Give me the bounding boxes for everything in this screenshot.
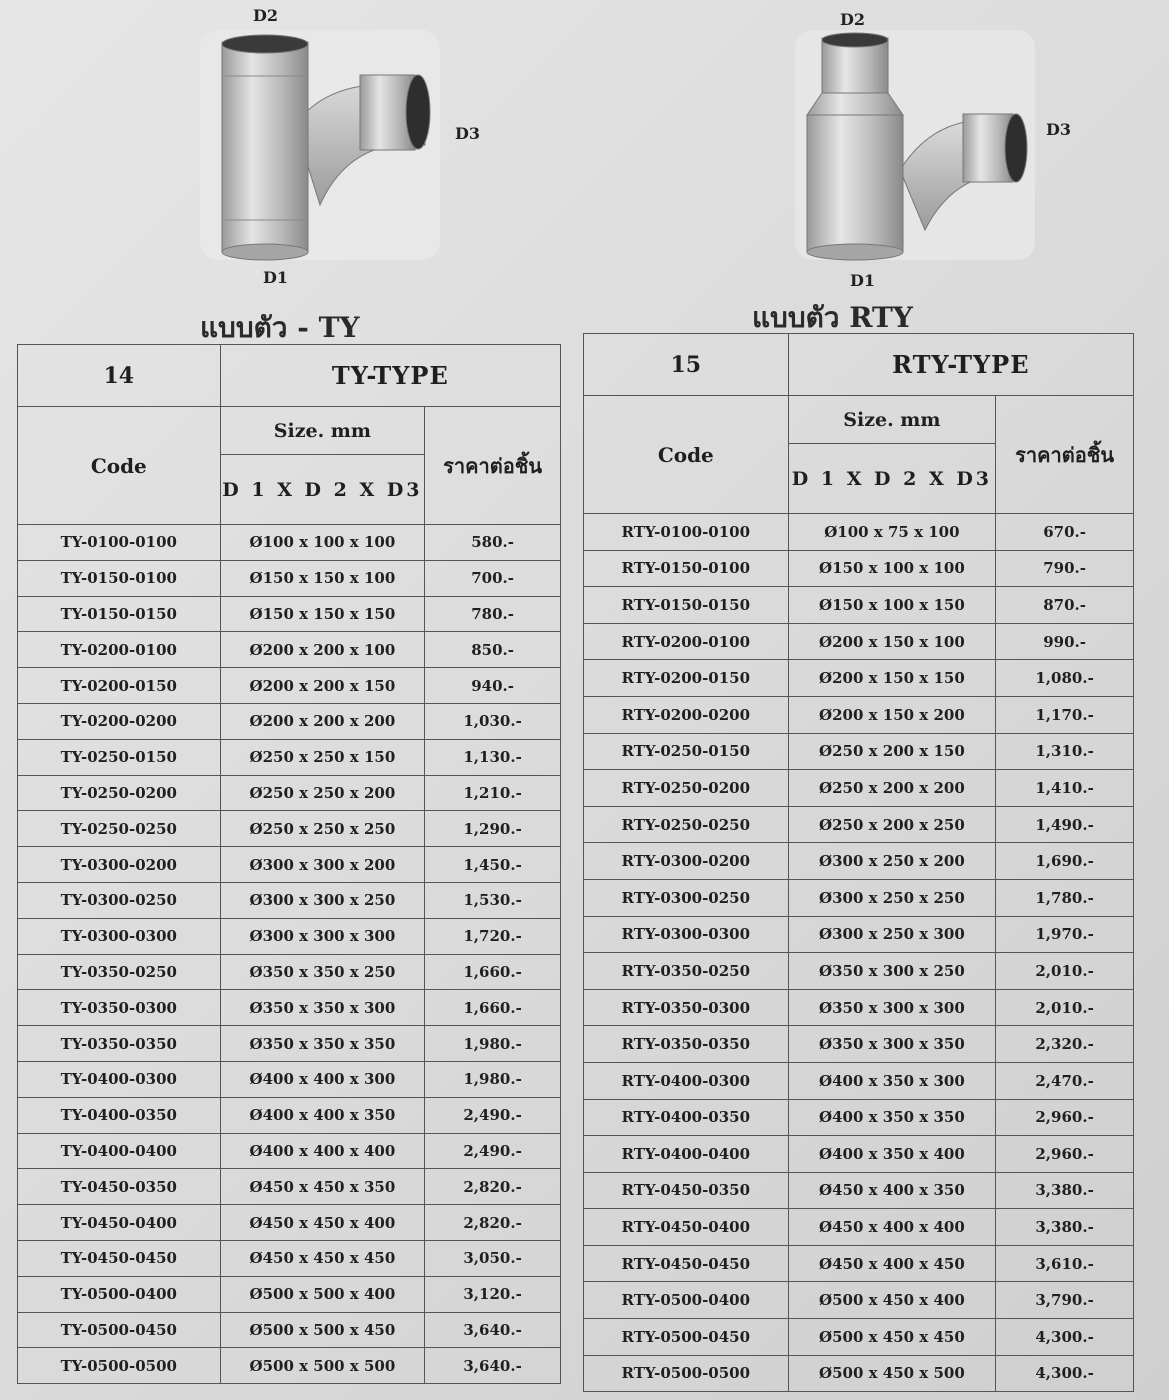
rty-size-cell: Ø200 x 150 x 200 [788, 696, 996, 733]
ty-code-cell: TY-0300-0300 [18, 918, 221, 954]
rty-price-cell: 3,380.- [996, 1172, 1134, 1209]
ty-price-cell: 1,530.- [425, 882, 561, 918]
ty-price-cell: 2,490.- [425, 1133, 561, 1169]
rty-table-row [584, 660, 1134, 697]
rty-price-table [583, 333, 1134, 1392]
ty-table-type: TY-TYPE [220, 345, 560, 407]
ty-code-cell: TY-0500-0500 [18, 1348, 221, 1384]
rty-code-cell: RTY-0500-0500 [584, 1355, 789, 1392]
ty-price-table [17, 344, 561, 1384]
ty-code-cell: TY-0300-0200 [18, 847, 221, 883]
rty-price-cell: 2,960.- [996, 1136, 1134, 1173]
rty-price-cell: 1,690.- [996, 843, 1134, 880]
ty-fitting-photo [200, 30, 450, 270]
rty-code-cell: RTY-0150-0150 [584, 587, 789, 624]
rty-code-header: Code [584, 396, 789, 514]
ty-table-number: 14 [18, 345, 221, 407]
rty-code-cell: RTY-0350-0300 [584, 989, 789, 1026]
rty-table-row [584, 879, 1134, 916]
rty-table-body [584, 514, 1134, 1392]
rty-table-row [584, 953, 1134, 990]
rty-price-cell: 2,320.- [996, 1026, 1134, 1063]
rty-size-cell: Ø200 x 150 x 150 [788, 660, 996, 697]
rty-size-cell: Ø150 x 100 x 100 [788, 550, 996, 587]
ty-code-cell: TY-0350-0250 [18, 954, 221, 990]
ty-table-row [18, 560, 561, 596]
ty-price-cell: 580.- [425, 525, 561, 561]
rty-size-cell: Ø250 x 200 x 250 [788, 806, 996, 843]
rty-price-cell: 2,470.- [996, 1062, 1134, 1099]
ty-code-cell: TY-0350-0300 [18, 990, 221, 1026]
ty-size-cell: Ø250 x 250 x 200 [220, 775, 425, 811]
ty-size-cell: Ø350 x 350 x 350 [220, 1026, 425, 1062]
rty-size-cell: Ø250 x 200 x 200 [788, 770, 996, 807]
ty-table-row [18, 1348, 561, 1384]
rty-size-cell: Ø400 x 350 x 400 [788, 1136, 996, 1173]
ty-size-cell: Ø150 x 150 x 150 [220, 596, 425, 632]
ty-table-row [18, 1276, 561, 1312]
rty-code-cell: RTY-0350-0250 [584, 953, 789, 990]
rty-size-cell: Ø300 x 250 x 200 [788, 843, 996, 880]
rty-table-row [584, 1245, 1134, 1282]
rty-table-row [584, 696, 1134, 733]
rty-price-cell: 670.- [996, 514, 1134, 551]
ty-price-cell: 1,660.- [425, 990, 561, 1026]
rty-d3-label: D3 [1046, 120, 1072, 139]
rty-d1-label: D1 [850, 271, 876, 290]
ty-code-header: Code [18, 407, 221, 525]
rty-table-row [584, 1136, 1134, 1173]
ty-code-cell: TY-0150-0150 [18, 596, 221, 632]
ty-price-cell: 940.- [425, 668, 561, 704]
rty-size-cell: Ø500 x 450 x 400 [788, 1282, 996, 1319]
ty-code-cell: TY-0100-0100 [18, 525, 221, 561]
rty-code-cell: RTY-0350-0350 [584, 1026, 789, 1063]
rty-price-cell: 2,960.- [996, 1099, 1134, 1136]
ty-table-row [18, 847, 561, 883]
ty-size-cell: Ø300 x 300 x 250 [220, 882, 425, 918]
ty-size-cell: Ø200 x 200 x 150 [220, 668, 425, 704]
ty-price-cell: 1,210.- [425, 775, 561, 811]
rty-table-row [584, 770, 1134, 807]
rty-code-cell: RTY-0200-0150 [584, 660, 789, 697]
rty-code-cell: RTY-0250-0250 [584, 806, 789, 843]
ty-size-cell: Ø350 x 350 x 250 [220, 954, 425, 990]
ty-table-row [18, 775, 561, 811]
rty-table-row [584, 843, 1134, 880]
rty-code-cell: RTY-0100-0100 [584, 514, 789, 551]
rty-table-row [584, 1319, 1134, 1356]
ty-code-cell: TY-0300-0250 [18, 882, 221, 918]
ty-table-row [18, 1061, 561, 1097]
ty-price-cell: 3,050.- [425, 1240, 561, 1276]
ty-table-row [18, 596, 561, 632]
rty-price-cell: 2,010.- [996, 953, 1134, 990]
ty-price-cell: 1,720.- [425, 918, 561, 954]
ty-table-row [18, 739, 561, 775]
rty-size-cell: Ø450 x 400 x 450 [788, 1245, 996, 1282]
ty-price-cell: 1,290.- [425, 811, 561, 847]
rty-table-number: 15 [584, 334, 789, 396]
rty-size-cell: Ø400 x 350 x 350 [788, 1099, 996, 1136]
ty-price-cell: 1,450.- [425, 847, 561, 883]
rty-fitting-photo [795, 30, 1045, 270]
ty-code-cell: TY-0200-0100 [18, 632, 221, 668]
rty-table-row [584, 623, 1134, 660]
rty-table-row [584, 1355, 1134, 1392]
ty-d1-label: D1 [263, 268, 289, 287]
ty-code-cell: TY-0400-0350 [18, 1097, 221, 1133]
ty-table-row [18, 1026, 561, 1062]
rty-code-cell: RTY-0300-0250 [584, 879, 789, 916]
ty-table-row [18, 668, 561, 704]
rty-table-row [584, 514, 1134, 551]
ty-size-cell: Ø500 x 500 x 500 [220, 1348, 425, 1384]
rty-price-cell: 790.- [996, 550, 1134, 587]
rty-price-header: ราคาต่อชิ้น [996, 396, 1134, 514]
rty-size-cell: Ø350 x 300 x 250 [788, 953, 996, 990]
ty-size-cell: Ø350 x 350 x 300 [220, 990, 425, 1026]
rty-price-cell: 3,610.- [996, 1245, 1134, 1282]
ty-d3-label: D3 [455, 124, 481, 143]
ty-table-row [18, 1205, 561, 1241]
rty-dims-header: D 1 X D 2 X D3 [788, 444, 996, 514]
ty-size-cell: Ø450 x 450 x 400 [220, 1205, 425, 1241]
rty-size-cell: Ø300 x 250 x 300 [788, 916, 996, 953]
rty-code-cell: RTY-0200-0100 [584, 623, 789, 660]
ty-code-cell: TY-0400-0300 [18, 1061, 221, 1097]
rty-table-row [584, 1062, 1134, 1099]
rty-size-cell: Ø150 x 100 x 150 [788, 587, 996, 624]
ty-size-cell: Ø250 x 250 x 250 [220, 811, 425, 847]
ty-table-row [18, 1133, 561, 1169]
ty-code-cell: TY-0400-0400 [18, 1133, 221, 1169]
ty-code-cell: TY-0250-0200 [18, 775, 221, 811]
ty-code-cell: TY-0350-0350 [18, 1026, 221, 1062]
ty-code-cell: TY-0250-0250 [18, 811, 221, 847]
ty-code-cell: TY-0150-0100 [18, 560, 221, 596]
ty-code-cell: TY-0450-0400 [18, 1205, 221, 1241]
rty-price-cell: 4,300.- [996, 1319, 1134, 1356]
rty-table-type: RTY-TYPE [788, 334, 1133, 396]
ty-table-row [18, 1312, 561, 1348]
rty-price-cell: 1,780.- [996, 879, 1134, 916]
rty-code-cell: RTY-0200-0200 [584, 696, 789, 733]
rty-code-cell: RTY-0400-0300 [584, 1062, 789, 1099]
ty-size-cell: Ø450 x 450 x 350 [220, 1169, 425, 1205]
rty-table-row [584, 1026, 1134, 1063]
ty-price-cell: 1,130.- [425, 739, 561, 775]
ty-table-body [18, 525, 561, 1384]
rty-size-cell: Ø100 x 75 x 100 [788, 514, 996, 551]
ty-code-cell: TY-0200-0200 [18, 703, 221, 739]
ty-table-row [18, 882, 561, 918]
rty-table-row [584, 989, 1134, 1026]
ty-size-header: Size. mm [220, 407, 425, 455]
ty-price-cell: 3,120.- [425, 1276, 561, 1312]
rty-price-cell: 870.- [996, 587, 1134, 624]
ty-price-cell: 850.- [425, 632, 561, 668]
rty-size-cell: Ø450 x 400 x 350 [788, 1172, 996, 1209]
ty-size-cell: Ø150 x 150 x 100 [220, 560, 425, 596]
rty-table-row [584, 1209, 1134, 1246]
ty-price-header: ราคาต่อชิ้น [425, 407, 561, 525]
rty-price-cell: 2,010.- [996, 989, 1134, 1026]
rty-code-cell: RTY-0250-0150 [584, 733, 789, 770]
ty-price-cell: 3,640.- [425, 1312, 561, 1348]
ty-code-cell: TY-0450-0350 [18, 1169, 221, 1205]
rty-price-cell: 990.- [996, 623, 1134, 660]
rty-code-cell: RTY-0400-0400 [584, 1136, 789, 1173]
rty-code-cell: RTY-0300-0300 [584, 916, 789, 953]
rty-code-cell: RTY-0450-0450 [584, 1245, 789, 1282]
ty-table-row [18, 811, 561, 847]
rty-size-cell: Ø450 x 400 x 400 [788, 1209, 996, 1246]
rty-code-cell: RTY-0250-0200 [584, 770, 789, 807]
rty-price-cell: 3,790.- [996, 1282, 1134, 1319]
ty-size-cell: Ø400 x 400 x 400 [220, 1133, 425, 1169]
rty-price-cell: 4,300.- [996, 1355, 1134, 1392]
ty-price-cell: 700.- [425, 560, 561, 596]
ty-table-row [18, 632, 561, 668]
rty-price-cell: 1,490.- [996, 806, 1134, 843]
ty-table-row [18, 1240, 561, 1276]
ty-size-cell: Ø200 x 200 x 200 [220, 703, 425, 739]
rty-code-cell: RTY-0300-0200 [584, 843, 789, 880]
rty-code-cell: RTY-0500-0450 [584, 1319, 789, 1356]
ty-price-cell: 2,820.- [425, 1169, 561, 1205]
rty-size-cell: Ø350 x 300 x 350 [788, 1026, 996, 1063]
rty-price-cell: 3,380.- [996, 1209, 1134, 1246]
ty-size-cell: Ø300 x 300 x 200 [220, 847, 425, 883]
ty-code-cell: TY-0450-0450 [18, 1240, 221, 1276]
ty-dims-header: D 1 X D 2 X D3 [220, 455, 425, 525]
ty-price-cell: 1,980.- [425, 1061, 561, 1097]
ty-code-cell: TY-0500-0400 [18, 1276, 221, 1312]
rty-code-cell: RTY-0450-0400 [584, 1209, 789, 1246]
rty-size-cell: Ø200 x 150 x 100 [788, 623, 996, 660]
rty-size-cell: Ø350 x 300 x 300 [788, 989, 996, 1026]
ty-size-cell: Ø100 x 100 x 100 [220, 525, 425, 561]
ty-d2-label: D2 [253, 6, 279, 25]
ty-price-cell: 1,030.- [425, 703, 561, 739]
ty-table-row [18, 525, 561, 561]
ty-size-cell: Ø200 x 200 x 100 [220, 632, 425, 668]
ty-price-cell: 3,640.- [425, 1348, 561, 1384]
rty-d2-label: D2 [840, 10, 866, 29]
ty-size-cell: Ø500 x 500 x 450 [220, 1312, 425, 1348]
ty-price-cell: 2,820.- [425, 1205, 561, 1241]
rty-table-row [584, 587, 1134, 624]
ty-size-cell: Ø300 x 300 x 300 [220, 918, 425, 954]
ty-table-row [18, 703, 561, 739]
rty-table-row [584, 806, 1134, 843]
rty-size-cell: Ø250 x 200 x 150 [788, 733, 996, 770]
ty-code-cell: TY-0500-0450 [18, 1312, 221, 1348]
rty-table-row [584, 1099, 1134, 1136]
rty-table-row [584, 733, 1134, 770]
ty-model-title: แบบตัว - TY [200, 311, 360, 344]
rty-code-cell: RTY-0500-0400 [584, 1282, 789, 1319]
rty-size-cell: Ø300 x 250 x 250 [788, 879, 996, 916]
ty-price-cell: 780.- [425, 596, 561, 632]
rty-price-cell: 1,310.- [996, 733, 1134, 770]
rty-size-cell: Ø500 x 450 x 450 [788, 1319, 996, 1356]
rty-code-cell: RTY-0400-0350 [584, 1099, 789, 1136]
rty-table-row [584, 916, 1134, 953]
rty-size-header: Size. mm [788, 396, 996, 444]
ty-size-cell: Ø500 x 500 x 400 [220, 1276, 425, 1312]
ty-size-cell: Ø400 x 400 x 350 [220, 1097, 425, 1133]
ty-table-row [18, 990, 561, 1026]
rty-table-row [584, 1172, 1134, 1209]
ty-table-row [18, 1097, 561, 1133]
rty-table-row [584, 550, 1134, 587]
rty-table-row [584, 1282, 1134, 1319]
ty-size-cell: Ø400 x 400 x 300 [220, 1061, 425, 1097]
ty-code-cell: TY-0200-0150 [18, 668, 221, 704]
ty-price-cell: 1,660.- [425, 954, 561, 990]
rty-price-cell: 1,410.- [996, 770, 1134, 807]
ty-table-row [18, 954, 561, 990]
rty-price-cell: 1,080.- [996, 660, 1134, 697]
rty-price-cell: 1,170.- [996, 696, 1134, 733]
ty-code-cell: TY-0250-0150 [18, 739, 221, 775]
rty-model-title: แบบตัว RTY [752, 301, 913, 334]
rty-size-cell: Ø500 x 450 x 500 [788, 1355, 996, 1392]
ty-price-cell: 1,980.- [425, 1026, 561, 1062]
rty-size-cell: Ø400 x 350 x 300 [788, 1062, 996, 1099]
ty-table-row [18, 918, 561, 954]
ty-size-cell: Ø450 x 450 x 450 [220, 1240, 425, 1276]
rty-code-cell: RTY-0450-0350 [584, 1172, 789, 1209]
ty-table-row [18, 1169, 561, 1205]
rty-price-cell: 1,970.- [996, 916, 1134, 953]
ty-price-cell: 2,490.- [425, 1097, 561, 1133]
ty-size-cell: Ø250 x 250 x 150 [220, 739, 425, 775]
rty-code-cell: RTY-0150-0100 [584, 550, 789, 587]
